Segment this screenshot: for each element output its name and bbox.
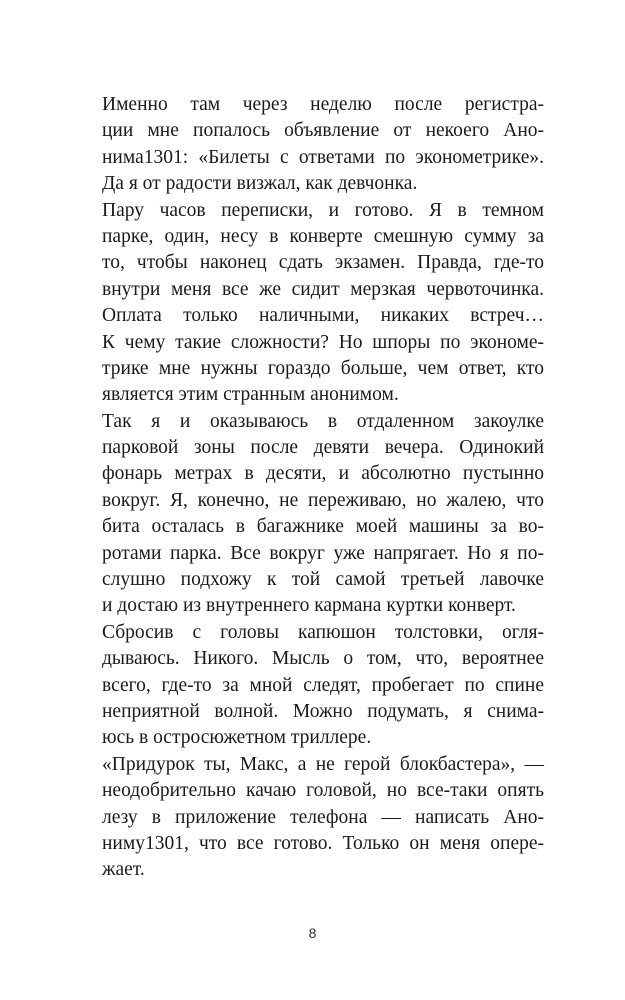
text-line: слушно подхожу к той самой третьей лавочке [102,569,544,591]
text-line: Сбросив с головы капюшон толстовки, огля- [102,621,544,643]
paragraph [102,620,544,752]
text-line: дываюсь. Никого. Мысль о том, что, вероятнее [102,648,544,670]
text-line: ниму1301, что все готово. Только он меня опере- [102,832,544,854]
text-line: Да я от радости визжал, как девчонка. [102,173,418,195]
text-line: вокруг. Я, конечно, не переживаю, но жалею, что [102,489,544,511]
text-line: Пару часов переписки, и готово. Я в темном [102,199,544,221]
text-line: неприятной волной. Можно подумать, я снима- [102,700,544,722]
text-line: жает. [102,859,145,881]
text-line: фонарь метрах в десяти, и абсолютно пустынно [102,463,544,485]
text-line: является этим странным анонимом. [102,384,399,406]
paragraph [102,409,544,620]
body-text [102,92,544,884]
text-line: К чему такие сложности? Но шпоры по экономе- [102,331,544,353]
text-line: бита осталась в багажнике моей машины за во- [102,516,544,538]
text-line: нима1301: «Билеты с ответами по эконометрике». [102,146,544,168]
paragraph [102,198,544,409]
text-line: юсь в остросюжетном триллере. [102,727,372,749]
text-line: «Придурок ты, Макс, а не герой блокбастера», — [102,753,544,775]
text-line: ротами парка. Все вокруг уже напрягает. Но я по- [102,542,544,564]
text-line: парке, один, несу в конверте смешную сумму за [102,225,544,247]
text-line: неодобрительно качаю головой, но все-таки опять [102,780,544,802]
text-line: Именно там через неделю после регистра- [102,94,544,115]
text-line: лезу в приложение телефона — написать Ано- [102,806,544,828]
text-line: и достаю из внутреннего кармана куртки конверт. [102,595,516,617]
text-line: то, чтобы наконец сдать экзамен. Правда, где-то [102,252,544,274]
page-number: 8 [308,925,317,941]
text-line: всего, где-то за мной следят, пробегает по спине [102,674,544,696]
text-line: ции мне попалось объявление от некоего Ано- [102,120,544,142]
paragraph [102,92,544,198]
text-line: парковой зоны после девяти вечера. Одинокий [102,437,544,459]
text-line: внутри меня все же сидит мерзкая червоточинка. [102,278,544,300]
text-line: Так я и оказываюсь в отдаленном закоулке [102,410,544,432]
text-line: трике мне нужны гораздо больше, чем ответ, кто [102,357,544,379]
paragraph [102,752,544,884]
text-line: Оплата только наличными, никаких встреч… [102,305,544,327]
